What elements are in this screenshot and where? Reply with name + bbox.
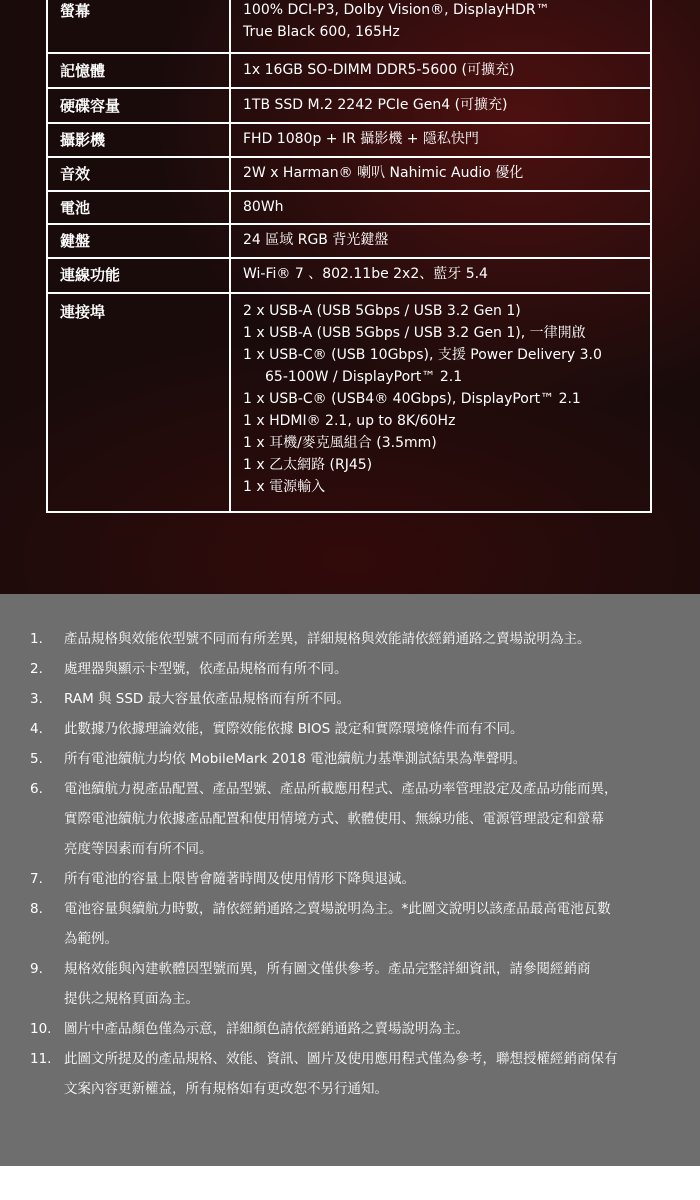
spec-value-line: FHD 1080p + IR 攝影機 + 隱私快門: [243, 131, 479, 147]
note-text-line: 為範例。: [64, 931, 118, 947]
note-number: 6.: [30, 781, 43, 797]
note-item: [30, 1014, 680, 1044]
spec-value-line: True Black 600, 165Hz: [243, 24, 400, 40]
spec-row: [47, 0, 651, 53]
note-text-line: 所有電池續航力均依 MobileMark 2018 電池續航力基準測試結果為準聲明。: [64, 751, 527, 767]
note-text-line: 實際電池續航力依據產品配置和使用情境方式、軟體使用、無線功能、電源管理設定和螢幕: [64, 811, 604, 827]
spec-value-line: 2W x Harman® 喇叭 Nahimic Audio 優化: [243, 165, 524, 181]
spec-value-line: 1TB SSD M.2 2242 PCIe Gen4 (可擴充): [243, 97, 508, 113]
spec-label: 音效: [47, 157, 230, 191]
note-text-line: 此數據乃依據理論效能，實際效能依據 BIOS 設定和實際環境條件而有不同。: [64, 721, 524, 737]
spec-row: [47, 293, 651, 512]
note-text-line: 文案內容更新權益，所有規格如有更改恕不另行通知。: [64, 1081, 388, 1097]
spec-value: [230, 224, 651, 258]
spec-row: [47, 258, 651, 293]
note-text-line: 提供之規格頁面為主。: [64, 991, 199, 1007]
note-number: 5.: [30, 751, 43, 767]
note-number: 9.: [30, 961, 43, 977]
note-text-line: 電池容量與續航力時數，請依經銷通路之賣場說明為主。*此圖文說明以該產品最高電池瓦數: [64, 901, 611, 917]
note-item: [30, 684, 680, 714]
spec-row: [47, 53, 651, 88]
notes-list: [30, 624, 680, 1104]
spec-label: 硬碟容量: [47, 88, 230, 123]
spec-table: [46, 0, 652, 513]
note-number: 10.: [30, 1021, 52, 1037]
note-text-line: 此圖文所提及的產品規格、效能、資訊、圖片及使用應用程式僅為參考，聯想授權經銷商保有: [64, 1051, 618, 1067]
spec-value-line: 1x 16GB SO-DIMM DDR5-5600 (可擴充): [243, 62, 515, 78]
spec-value-line: 1 x 電源輸入: [243, 479, 326, 495]
note-number: 4.: [30, 721, 43, 737]
spec-label: 電池: [47, 191, 230, 224]
spec-label: 連線功能: [47, 258, 230, 293]
spec-value-line: 1 x USB-C® (USB 10Gbps), 支援 Power Delivery 3.0: [243, 347, 602, 363]
spec-value: [230, 293, 651, 512]
note-item: [30, 894, 680, 954]
spec-value-line: 2 x USB-A (USB 5Gbps / USB 3.2 Gen 1): [243, 303, 521, 319]
note-item: [30, 624, 680, 654]
spec-row: [47, 224, 651, 258]
note-number: 11.: [30, 1051, 52, 1067]
spec-value-line: 1 x 耳機/麥克風組合 (3.5mm): [243, 435, 437, 451]
note-item: [30, 954, 680, 1014]
note-number: 3.: [30, 691, 43, 707]
spec-row: [47, 157, 651, 191]
spec-value: [230, 157, 651, 191]
spec-value-line: Wi-Fi® 7 、802.11be 2x2、藍牙 5.4: [243, 266, 488, 282]
spec-label: 記憶體: [47, 53, 230, 88]
spec-value-line: 24 區域 RGB 背光鍵盤: [243, 232, 389, 248]
note-text-line: 產品規格與效能依型號不同而有所差異，詳細規格與效能請依經銷通路之賣場說明為主。: [64, 631, 591, 647]
spec-value: [230, 88, 651, 123]
note-text-line: 所有電池的容量上限皆會隨著時間及使用情形下降與退減。: [64, 871, 415, 887]
spec-value-line: 1 x 乙太網路 (RJ45): [243, 457, 373, 473]
note-text-line: 亮度等因素而有所不同。: [64, 841, 213, 857]
note-text-line: 處理器與顯示卡型號，依產品規格而有所不同。: [64, 661, 348, 677]
spec-value: [230, 53, 651, 88]
bottom-margin: [0, 1166, 700, 1200]
spec-section: [0, 0, 700, 594]
spec-row: [47, 191, 651, 224]
spec-table-body: [47, 0, 651, 512]
spec-value: [230, 0, 651, 53]
note-text-line: 電池續航力視產品配置、產品型號、產品所載應用程式、產品功率管理設定及產品功能而異，: [64, 781, 618, 797]
notes-section: [0, 594, 700, 1166]
note-number: 7.: [30, 871, 43, 887]
spec-label: 鍵盤: [47, 224, 230, 258]
note-item: [30, 744, 680, 774]
note-number: 2.: [30, 661, 43, 677]
spec-value: [230, 123, 651, 157]
spec-value-line: 65-100W / DisplayPort™ 2.1: [265, 369, 463, 385]
spec-value: [230, 258, 651, 293]
spec-value-line: 1 x USB-A (USB 5Gbps / USB 3.2 Gen 1), 一律開啟: [243, 325, 586, 341]
spec-label: 連接埠: [47, 293, 230, 512]
spec-row: [47, 123, 651, 157]
spec-value-line: 1 x USB-C® (USB4® 40Gbps), DisplayPort™ 2.1: [243, 391, 581, 407]
note-number: 8.: [30, 901, 43, 917]
note-text-line: RAM 與 SSD 最大容量依產品規格而有所不同。: [64, 691, 351, 707]
note-item: [30, 1044, 680, 1104]
note-text-line: 圖片中產品顏色僅為示意，詳細顏色請依經銷通路之賣場說明為主。: [64, 1021, 469, 1037]
note-number: 1.: [30, 631, 43, 647]
spec-value-line: 1 x HDMI® 2.1, up to 8K/60Hz: [243, 413, 456, 429]
note-item: [30, 654, 680, 684]
spec-row: [47, 88, 651, 123]
note-item: [30, 864, 680, 894]
spec-label: 攝影機: [47, 123, 230, 157]
spec-value-line: 80Wh: [243, 199, 284, 215]
spec-value-line: 100% DCI-P3, Dolby Vision®, DisplayHDR™: [243, 2, 550, 18]
spec-value: [230, 191, 651, 224]
note-text-line: 規格效能與內建軟體因型號而異，所有圖文僅供參考。產品完整詳細資訊，請參閱經銷商: [64, 961, 591, 977]
note-item: [30, 714, 680, 744]
spec-label: 螢幕: [47, 0, 230, 53]
note-item: [30, 774, 680, 864]
